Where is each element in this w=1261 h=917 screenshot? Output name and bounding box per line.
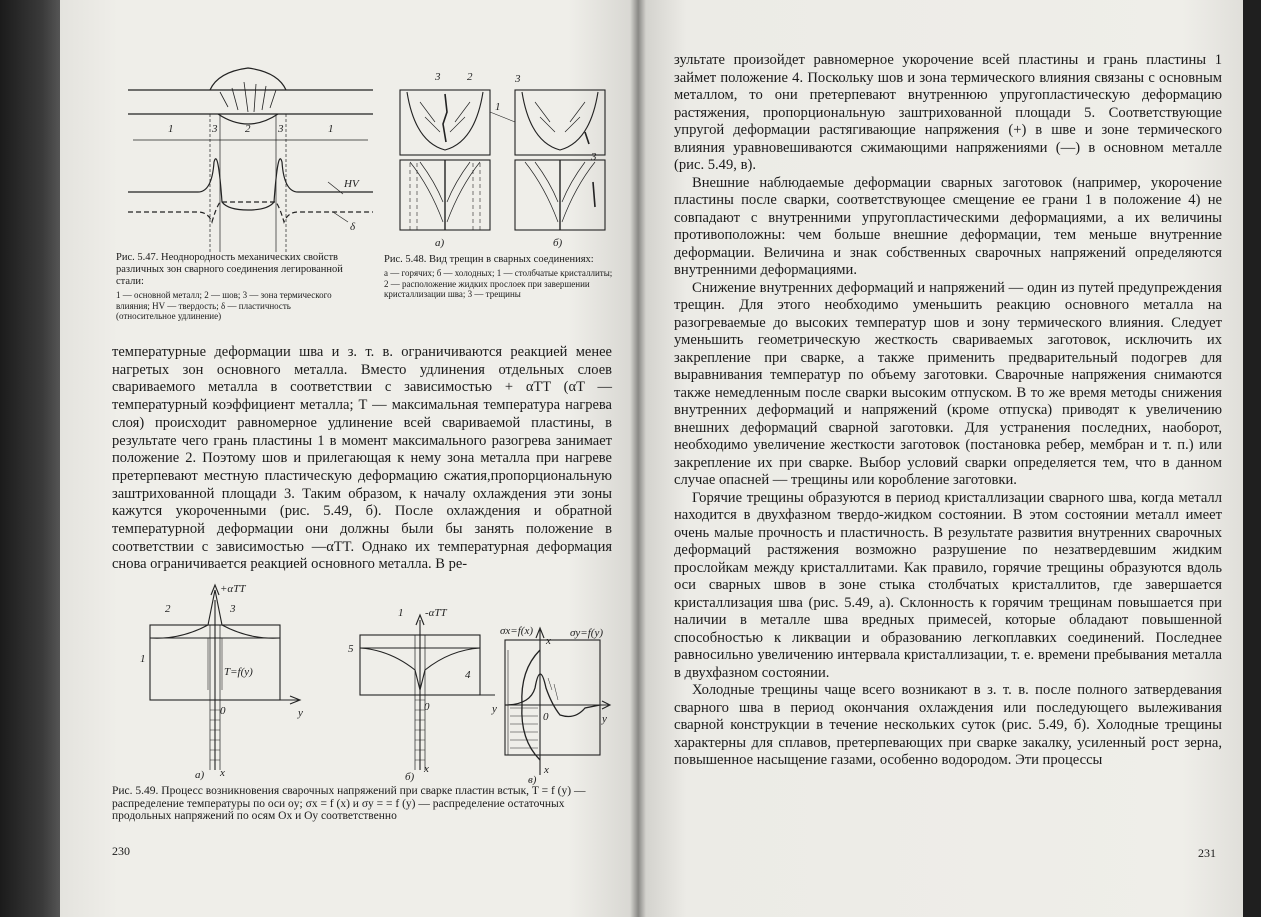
fig549a-caption: а) [195,769,205,781]
figure-5-47-title: Рис. 5.47. Неоднородность механических свойств различных зон сварного соединения легированной стали: [116,252,343,287]
fig549c-label-x: x [546,635,551,647]
fig549a-label-3: 3 [230,603,236,615]
fig547-label-delta: δ [350,221,356,233]
left-paragraph: температурные деформации шва и з. т. в. ограничиваются реакцией менее нагретых зон основного металла. Вместо удлинения отдельных слоев свариваемого металла в соответствии с зависимостью + αTT (αT — температурный коэффициент металла; T — максимальная температура нагрева слоя) происходит равномерное удлинение всей свариваемой пластины, в результате чего грань пластины 1 в момент максимального разогрева занимает положение 2. Поэтому шов и прилегающая к нему зона металла при нагреве претерпевают местную пластическую деформацию сжатия,пропорциональную заштрихованной площади 3. Таким образом, к началу охлаждения эти зоны кажутся укороченными (рис. 5.49, б). После охлаждения и обратной температурной деформации они должны были бы занять положение в соответствии с зависимостью —αTT. Однако их температурная деформация снова ограничивается реакцией основного металла. В ре- [112,344,612,573]
figure-5-48-legend: а — горячих; б — холодных; 1 — столбчатые кристаллиты; 2 — расположение жидких прослоек при завершении кристаллизации шва; 3 — трещины [384,268,613,299]
fig549a-top-label: +αTT [220,583,246,595]
fig547-label-2: 2 [245,123,251,135]
figure-5-47-caption [116,252,348,322]
fig549b-caption: б) [405,771,415,783]
fig547-label-3a: 3 [212,123,218,135]
left-page [60,0,638,917]
fig548-label-3a: 3 [435,71,441,83]
fig547-label-1b: 1 [328,123,334,135]
figure-5-48 [395,62,620,252]
figure-5-49-text: Рис. 5.49. Процесс возникновения сварочных напряжений при сварке пластин встык, T = f (y) — распределение температуры по оси oy; σx = f (x) и σy = = f (y) — распределение остаточных продольных напряжений по осям Ox и Oy соответственно [112,785,586,822]
fig548-label-3b: 3 [515,73,521,85]
fig549c-label-sy: σy=f(y) [570,627,603,639]
fig549c-label-o: 0 [543,711,549,723]
fig549a-label-1: 1 [140,653,146,665]
figure-5-49 [120,580,620,785]
fig549b-label-o: 0 [424,701,430,713]
right-paragraph-3: Снижение внутренних деформаций и напряжений — один из путей предупреждения трещин. Для этого необходимо уменьшить реакцию основного металла на разогреваемые до высоких температур шов и зону термического влияния. Следует уменьшить геометрическую жесткость свариваемых заготовок, исключить их закрепление при сварке, а также применить предварительный подогрев для выравнивания температур по объему заготовки. Сварочные напряжения снимаются также немедленным после сварки высоким отпуском. В то же время методы снижения внутренних деформаций и напряжений (кроме отпуска) приводят к увеличению внешних деформаций сварной заготовки. Для устранения последних, наоборот, необходимо увеличение жесткости заготовок (постановка ребер, мембран и т. п.) или закрепление их при сварке. Выбор условий сварки определяется тем, что в данном случае опасней — трещины или коробление заготовки. [674,279,1222,488]
figure-5-49-caption [112,785,612,823]
fig549a-label-o: 0 [220,705,226,717]
right-paragraph-1: зультате произойдет равномерное укорочение всей пластины и грань пластины 1 займет положение 4. Поскольку шов и зона термического влияния связаны с основным металлом, то они претерпевают внутреннюю упругопластическую деформацию растяжения, пропорциональную заштрихованной площади 5. Соответствующие упругой деформации растягивающие напряжения (+) в шве и зоне термического влияния уравновешиваются сжимающими напряжениями (—) в основном металле (рис. 5.49, в). [674,52,1222,173]
fig547-label-hv: HV [344,178,359,190]
right-paragraph-2: Внешние наблюдаемые деформации сварных заготовок (например, укорочение пластины после сварки, соответствующее смещение ее грани 1 в положение 4) не совпадают с внутренними упругопластическими деформациями, а их величины противоположны: чем больше внешние деформации, тем меньше внутренние деформации. Величина и знак собственных сварочных напряжений определяются внутренними деформациями. [674,174,1222,278]
fig548-label-3c: 3 [591,151,597,163]
book-edge-left [0,0,60,917]
figure-5-48-caption [384,254,616,300]
fig548-caption-a: а) [435,237,445,249]
fig549a-label-x: x [220,767,225,779]
right-body-text [674,52,1222,770]
left-page-number: 230 [112,844,130,858]
fig548-caption-b: б) [553,237,563,249]
fig549b-label-5: 5 [348,643,354,655]
fig549a-label-2: 2 [165,603,171,615]
fig549b-top-label: -αTT [425,607,447,619]
fig549a-label-y: y [298,707,303,719]
figure-5-48-title: Рис. 5.48. Вид трещин в сварных соединениях: [384,254,594,265]
book-gutter [630,0,646,917]
fig549a-label-tfy: T=f(y) [224,666,253,678]
right-paragraph-5: Холодные трещины чаще всего возникают в з. т. в. после полного затвердевания сварного шва в период окончания охлаждения или последующего вылеживания сварной конструкции в течение нескольких суток (рис. 5.49, б). Холодные трещины характерны для сплавов, претерпевающих при сварке закалку, усиленный рост зерна, повышенное насыщение газами, особенно водородом. Эти процессы [674,682,1222,768]
fig547-label-1a: 1 [168,123,174,135]
fig549b-label-x: x [424,763,429,775]
fig549c-label-xb: x [544,764,549,776]
fig547-label-3b: 3 [278,123,284,135]
fig549b-label-y: y [492,703,497,715]
figure-5-47-legend: 1 — основной металл; 2 — шов; 3 — зона термического влияния; HV — твердость; δ — пластичность (относительное удлинение) [116,290,332,321]
book-edge-right [1243,0,1261,917]
fig549c-caption: в) [528,774,537,785]
fig549c-label-y: y [602,713,607,725]
fig549b-label-4: 4 [465,669,471,681]
fig548-label-2: 2 [467,71,473,83]
right-page-number: 231 [1198,846,1216,860]
fig549b-label-1: 1 [398,607,404,619]
right-paragraph-4: Горячие трещины образуются в период кристаллизации сварного шва, когда металл находится в двухфазном твердо-жидком состоянии. В этом состоянии металл имеет очень малые прочность и пластичность. В результате развития внутренних сварочных деформаций растяжения возможно разрушение по незатвердевшим жидким прослойкам между кристаллитами. Как правило, горячие трещины образуются вдоль оси сварных швов в зоне стыка столбчатых кристаллитов, где завершается кристаллизация шва (рис. 5.49, а). Склонность к горячим трещинам повышается при наличии в металле шва вредных примесей, которые обладают повышенной способностью к ликвации и образованию легкоплавких соединений. Последнее равносильно увеличению интервала кристаллизации, т. е. времени пребывания металла в двухфазном состоянии. [674,489,1222,681]
figure-5-47 [128,62,373,252]
fig549c-label-sx: σx=f(x) [500,625,533,637]
fig548-label-1: 1 [495,101,501,113]
right-page [638,0,1243,917]
left-body-text [112,344,612,574]
